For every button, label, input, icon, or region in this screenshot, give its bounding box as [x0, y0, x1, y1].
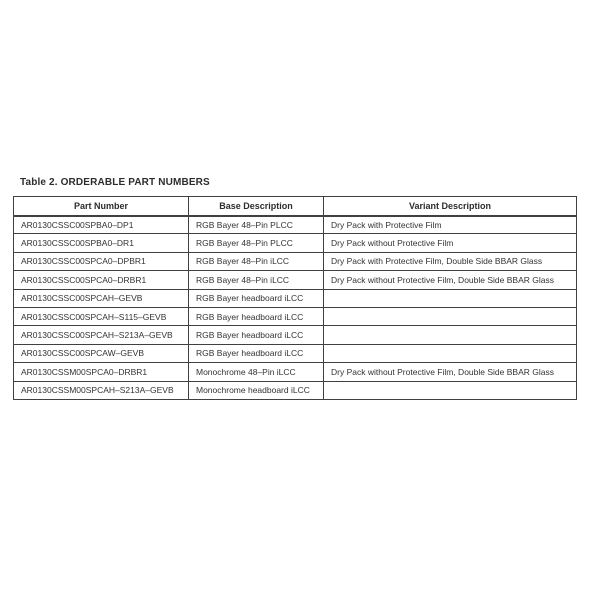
- table-row: [14, 344, 577, 362]
- table-cell: AR0130CSSC00SPBA0–DR1: [14, 234, 189, 252]
- table-cell: RGB Bayer 48–Pin PLCC: [189, 234, 324, 252]
- table-cell: Dry Pack without Protective Film, Double Side BBAR Glass: [324, 271, 577, 289]
- table-cell: [324, 289, 577, 307]
- table-row: [14, 252, 577, 270]
- table-cell: AR0130CSSC00SPCAH–S115–GEVB: [14, 307, 189, 325]
- table-cell: RGB Bayer headboard iLCC: [189, 289, 324, 307]
- table-cell: Dry Pack with Protective Film: [324, 216, 577, 234]
- orderable-part-numbers-table: [13, 196, 577, 400]
- table-row: [14, 216, 577, 234]
- table-cell: Monochrome 48–Pin iLCC: [189, 363, 324, 381]
- column-header-2: Variant Description: [324, 197, 577, 216]
- table-cell: AR0130CSSC00SPCAW–GEVB: [14, 344, 189, 362]
- table-cell: RGB Bayer 48–Pin PLCC: [189, 216, 324, 234]
- table-cell: Dry Pack with Protective Film, Double Side BBAR Glass: [324, 252, 577, 270]
- column-header-0: Part Number: [14, 197, 189, 216]
- table-cell: AR0130CSSM00SPCAH–S213A–GEVB: [14, 381, 189, 399]
- table-row: [14, 289, 577, 307]
- table-cell: AR0130CSSC00SPCAH–S213A–GEVB: [14, 326, 189, 344]
- table-cell: RGB Bayer headboard iLCC: [189, 344, 324, 362]
- table-cell: [324, 326, 577, 344]
- table-cell: AR0130CSSM00SPCA0–DRBR1: [14, 363, 189, 381]
- table-row: [14, 381, 577, 399]
- table-cell: AR0130CSSC00SPCA0–DRBR1: [14, 271, 189, 289]
- table-cell: [324, 381, 577, 399]
- table-row: [14, 271, 577, 289]
- table-cell: AR0130CSSC00SPCA0–DPBR1: [14, 252, 189, 270]
- table-cell: RGB Bayer 48–Pin iLCC: [189, 271, 324, 289]
- table-cell: RGB Bayer headboard iLCC: [189, 307, 324, 325]
- table-header-row: [14, 197, 577, 216]
- table-cell: [324, 307, 577, 325]
- table-row: [14, 234, 577, 252]
- table-cell: Dry Pack without Protective Film, Double Side BBAR Glass: [324, 363, 577, 381]
- table-cell: RGB Bayer headboard iLCC: [189, 326, 324, 344]
- table-cell: RGB Bayer 48–Pin iLCC: [189, 252, 324, 270]
- table-cell: Monochrome headboard iLCC: [189, 381, 324, 399]
- column-header-1: Base Description: [189, 197, 324, 216]
- table-cell: [324, 344, 577, 362]
- table-cell: AR0130CSSC00SPCAH–GEVB: [14, 289, 189, 307]
- table-body: [14, 216, 577, 400]
- table-title: Table 2. ORDERABLE PART NUMBERS: [20, 177, 210, 188]
- table-cell: Dry Pack without Protective Film: [324, 234, 577, 252]
- table-row: [14, 307, 577, 325]
- table-cell: AR0130CSSC00SPBA0–DP1: [14, 216, 189, 234]
- table-row: [14, 326, 577, 344]
- table-row: [14, 363, 577, 381]
